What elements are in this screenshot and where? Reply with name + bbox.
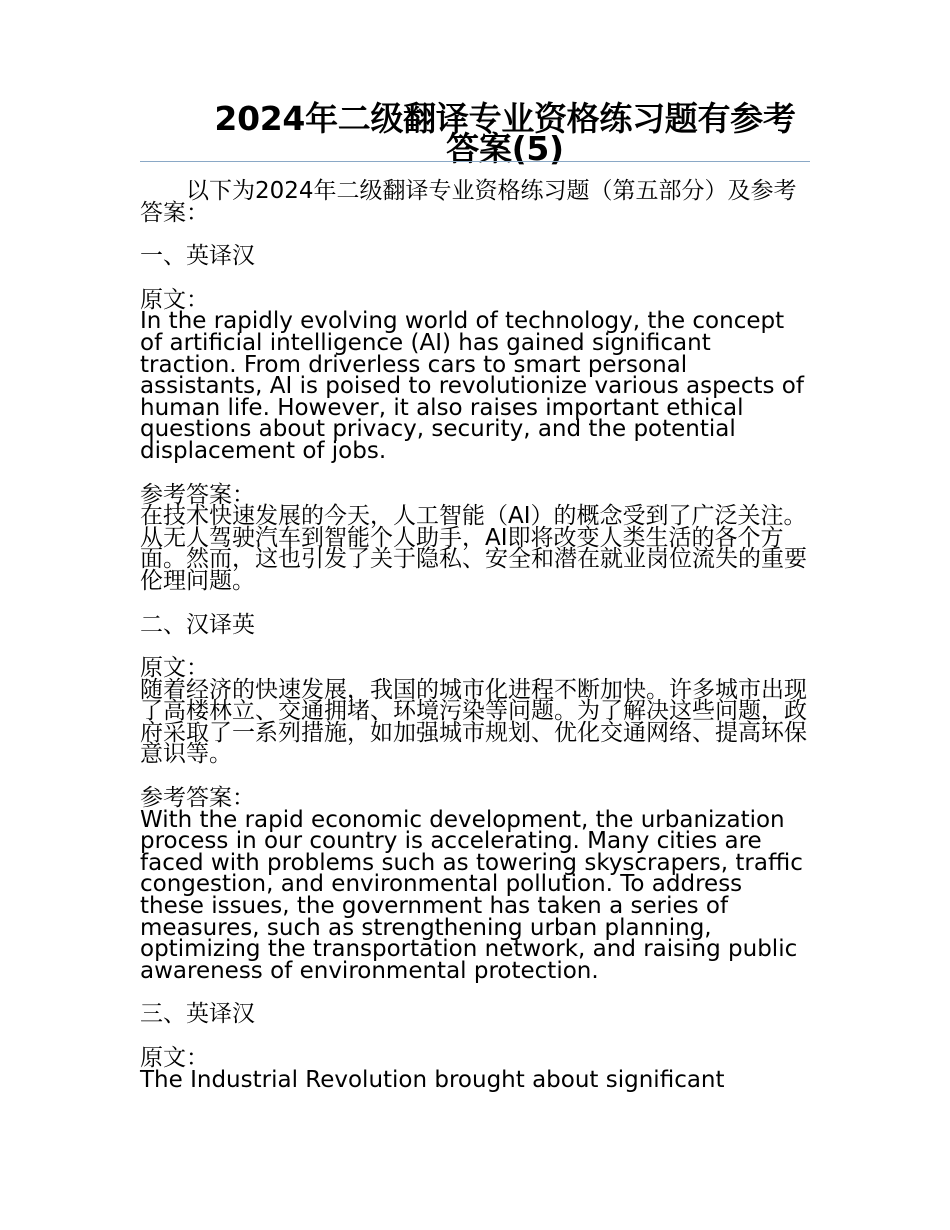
- section-2-answer-label: 参考答案：: [140, 785, 255, 812]
- section-1-answer-label: 参考答案：: [140, 481, 255, 508]
- section-2-answer-text: With the rapid economic development, the urbanization process in our country is accelerating. Many cities are faced with problems such as towering skyscrapers, traffic congestion, and environmental pollution. To address these issues, the government has taken a series of measures, such as strengthening urban planning, optimizing the transportation network, and raising public awareness of environmental protection.: [140, 806, 811, 984]
- section-3-source-label: 原文：: [140, 1045, 209, 1071]
- document-title-text: 2024年二级翻译专业资格练习题有参考答案(5): [214, 99, 796, 168]
- section-1-answer-text: 在技术快速发展的今天，人工智能（AI）的概念受到了广泛关注。从无人驾驶汽车到智能个人助手，AI即将改变人类生活的各个方面。然而，这也引发了关于隐私、安全和潜在就业岗位流失的重要伦理问题。: [140, 503, 807, 594]
- section-2-source-text: 随着经济的快速发展，我国的城市化进程不断加快。许多城市出现了高楼林立、交通拥堵、环境污染等问题。为了解决这些问题，政府采取了一系列措施，如加强城市规划、优化交通网络、提高环保意识等。: [140, 676, 807, 768]
- section-2-heading: 二、汉译英: [140, 611, 255, 638]
- section-1-heading: 一、英译汉: [140, 243, 255, 270]
- document-body: [140, 178, 812, 1093]
- section-3-heading: 三、英译汉: [140, 1001, 255, 1028]
- section-3-source-text: The Industrial Revolution brought about significant: [140, 1066, 725, 1093]
- title-divider: [140, 161, 810, 162]
- section-1-source-text: In the rapidly evolving world of technology, the concept of artificial intelligence (AI) has gained significant traction. From driverless cars to smart personal assistants, AI is poised to revolutionize various aspects of human life. However, it also raises important ethical questions about privacy, security, and the potential displacement of jobs.: [140, 308, 812, 464]
- section-2-source-label: 原文：: [140, 655, 209, 682]
- section-1-source-label: 原文：: [140, 286, 209, 313]
- intro-paragraph: 以下为2024年二级翻译专业资格练习题（第五部分）及参考答案：: [140, 178, 797, 226]
- document-title: [140, 99, 810, 168]
